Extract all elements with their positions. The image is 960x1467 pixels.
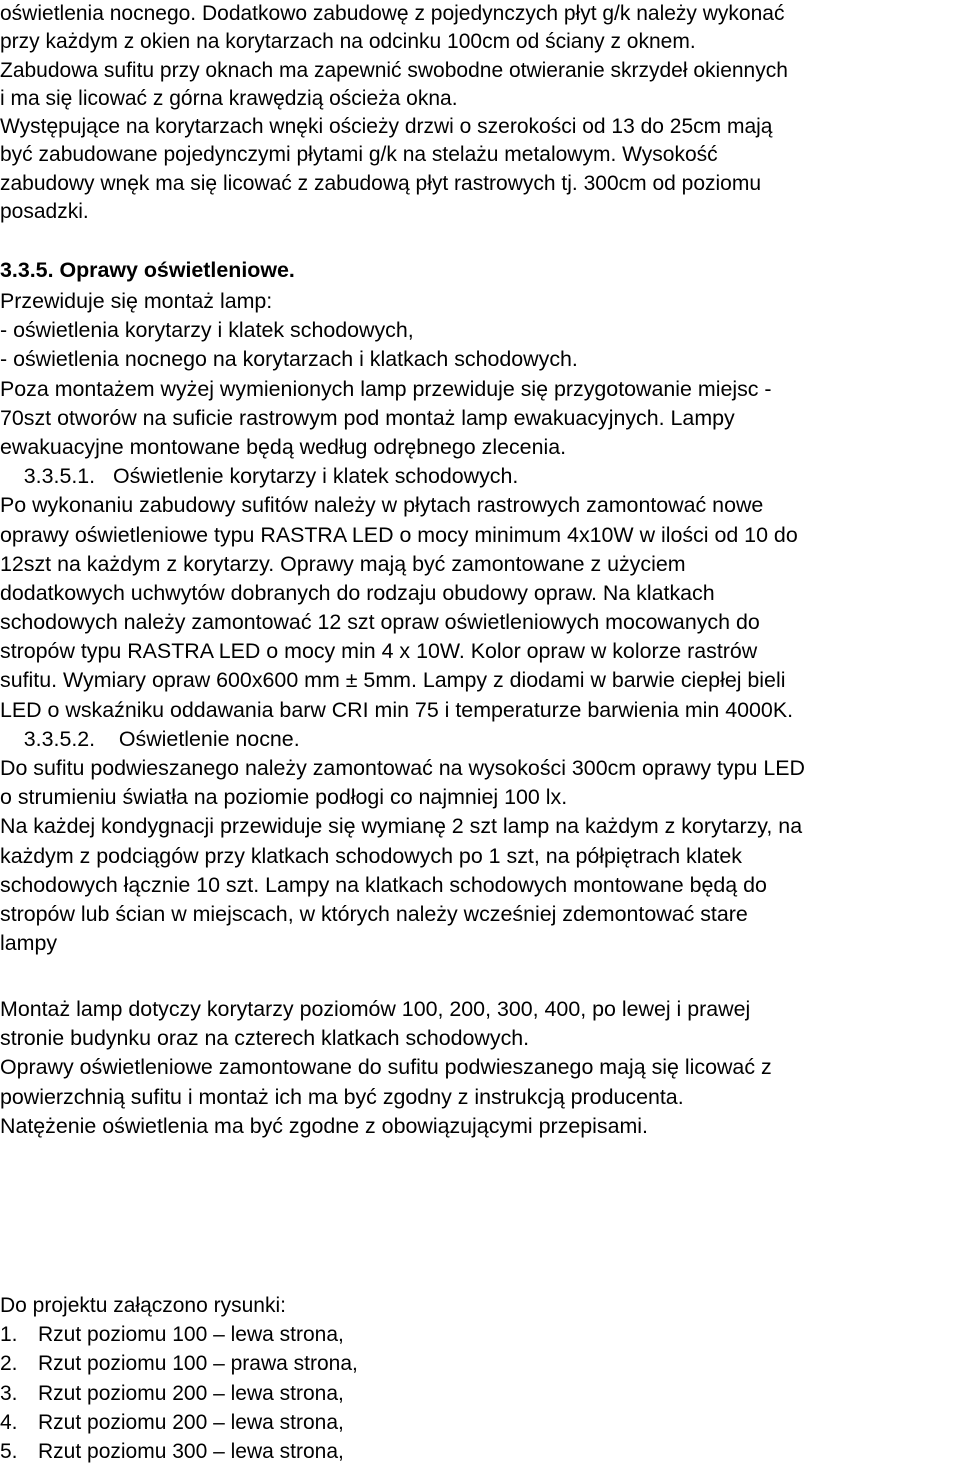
text-line: LED o wskaźniku oddawania barw CRI min 75 i temperaturze barwienia min 4000K.: [0, 697, 794, 722]
text-line: Występujące na korytarzach wnęki ościeży drzwi o szerokości od 13 do 25cm mają: [0, 115, 773, 139]
attachments-list: [0, 1291, 958, 1466]
list-item: [0, 1379, 958, 1408]
text-line: o strumieniu światła na poziomie podłogi co najmniej 100 lx.: [0, 785, 568, 810]
text-line: Na każdej kondygnacji przewiduje się wymianę 2 szt lamp na każdym z korytarzy, na: [0, 814, 803, 839]
text-line: Poza montażem wyżej wymienionych lamp przewiduje się przygotowanie miejsc -: [0, 376, 772, 401]
text-line: schodowych łącznie 10 szt. Lampy na klatkach schodowych montowane będą do: [0, 872, 767, 897]
paragraph-lighting: [0, 287, 958, 958]
list-item-text: Rzut poziomu 100 – lewa strona,: [38, 1323, 344, 1347]
text-line: Do sufitu podwieszanego należy zamontować na wysokości 300cm oprawy typu LED: [0, 756, 805, 780]
text-line: Przewiduje się montaż lamp:: [0, 289, 273, 313]
text-line: schodowych należy zamontować 12 szt opraw oświetleniowych mocowanych do: [0, 610, 760, 635]
text-line: oświetlenia nocnego. Dodatkowo zabudowę z pojedynczych płyt g/k należy wykonać: [0, 2, 785, 25]
list-item-text: Rzut poziomu 100 – prawa strona,: [38, 1352, 358, 1376]
list-item: [0, 1408, 958, 1437]
paragraph-ceiling-construction: [0, 0, 958, 226]
text-line: lampy: [0, 931, 58, 956]
text-line: każdym z podciągów przy klatkach schodowych po 1 szt, na półpiętrach klatek: [0, 843, 742, 868]
list-number: 4.: [0, 1410, 18, 1434]
text-line: ewakuacyjne montowane będą według odrębnego zlecenia.: [0, 434, 567, 459]
list-item: [0, 1349, 958, 1378]
text-line: Oprawy oświetleniowe zamontowane do sufitu podwieszanego mają się licować z: [0, 1055, 772, 1080]
text-line: Montaż lamp dotyczy korytarzy poziomów 100, 200, 300, 400, po lewej i prawej: [0, 997, 751, 1021]
text-line: dodatkowych uchwytów dobranych do rodzaju obudowy opraw. Na klatkach: [0, 580, 715, 605]
attachments-title: Do projektu załączono rysunki:: [0, 1294, 286, 1317]
list-item-text: Rzut poziomu 200 – lewa strona,: [38, 1381, 344, 1405]
list-item: [0, 1437, 958, 1466]
text-line: sufitu. Wymiary opraw 600x600 mm ± 5mm. Lampy z diodami w barwie ciepłej bieli: [0, 668, 786, 693]
text-line: powierzchnią sufitu i montaż ich ma być zgodny z instrukcją producenta.: [0, 1084, 684, 1109]
list-number: 1.: [0, 1323, 18, 1347]
text-line: być zabudowane pojedynczymi płytami g/k na stelażu metalowym. Wysokość: [0, 143, 718, 167]
text-line: - oświetlenia nocnego na korytarzach i klatkach schodowych.: [0, 347, 578, 372]
list-item-text: Rzut poziomu 300 – lewa strona,: [38, 1439, 344, 1463]
text-line: stropów typu RASTRA LED o mocy min 4 x 10W. Kolor opraw w kolorze rastrów: [0, 639, 758, 664]
text-line: i ma się licować z górna krawędzią ościeża okna.: [0, 86, 458, 110]
text-line: Zabudowa sufitu przy oknach ma zapewnić swobodne otwieranie skrzydeł okiennych: [0, 58, 788, 82]
section-heading-block: [0, 256, 958, 285]
text-line: stronie budynku oraz na czterech klatkach schodowych.: [0, 1026, 530, 1051]
list-item-text: Rzut poziomu 200 – lewa strona,: [38, 1410, 344, 1434]
list-number: 2.: [0, 1352, 18, 1376]
section-heading: 3.3.5. Oprawy oświetleniowe.: [0, 258, 295, 282]
text-line: zabudowy wnęk ma się licować z zabudową płyt rastrowych tj. 300cm od poziomu: [0, 171, 762, 195]
list-number: 5.: [0, 1439, 18, 1463]
subsection-heading: 3.3.5.1. Oświetlenie korytarzy i klatek schodowych.: [0, 464, 519, 489]
list-number: 3.: [0, 1381, 18, 1405]
list-item: [0, 1320, 958, 1349]
text-line: - oświetlenia korytarzy i klatek schodowych,: [0, 318, 414, 343]
subsection-heading: 3.3.5.2. Oświetlenie nocne.: [0, 726, 300, 751]
text-line: stropów lub ścian w miejscach, w których należy wcześniej zdemontować stare: [0, 901, 748, 926]
text-line: Po wykonaniu zabudowy sufitów należy w płytach rastrowych zamontować nowe: [0, 493, 764, 518]
paragraph-mounting: [0, 995, 958, 1141]
text-line: przy każdym z okien na korytarzach na odcinku 100cm od ściany z oknem.: [0, 30, 696, 54]
text-line: posadzki.: [0, 200, 89, 224]
text-line: 70szt otworów na suficie rastrowym pod montaż lamp ewakuacyjnych. Lampy: [0, 405, 735, 430]
text-line: Natężenie oświetlenia ma być zgodne z obowiązującymi przepisami.: [0, 1113, 648, 1138]
text-line: oprawy oświetleniowe typu RASTRA LED o mocy minimum 4x10W w ilości od 10 do: [0, 522, 798, 547]
text-line: 12szt na każdym z korytarzy. Oprawy mają być zamontowane z użyciem: [0, 551, 686, 576]
